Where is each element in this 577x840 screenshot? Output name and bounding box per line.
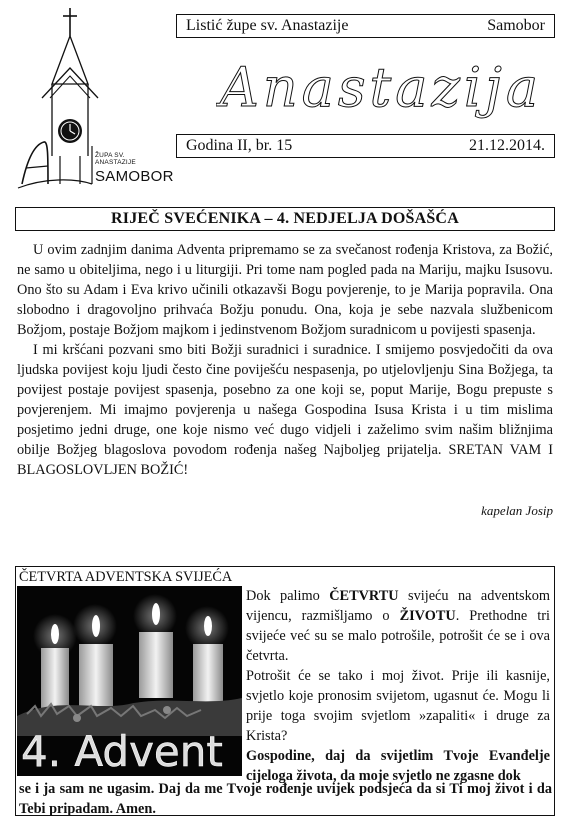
parish-logo	[14, 6, 164, 194]
logo-town: SAMOBOR	[95, 168, 174, 185]
issue-date: 21.12.2014.	[469, 137, 545, 154]
issue-bar	[176, 134, 555, 158]
masthead-title: Anastazija	[219, 56, 543, 119]
candle-4	[193, 644, 223, 706]
candle-3	[139, 632, 173, 698]
article-signature: kapelan Josip	[481, 503, 553, 518]
issue-number: Godina II, br. 15	[186, 137, 293, 154]
candle-1	[41, 648, 69, 708]
header-top-bar	[176, 14, 555, 38]
article-paragraph: I mi kršćani pozvani smo biti Božji suradnici i suradnice. I smijemo posvjedočiti da ova ljudska povijest koju ljudi često čine poviješću nespasenja, po utjelovljenju Sina Božjega, ta povijest postaje povijest spasenja, posebno za one koji se, poput Marije, Bogu prepuste s povjerenjem. Mi imajmo povjerenja u našega Gospodina Isusa Krista i u tim mislima posjetimo jedni druge, one koje nismo već dugo vidjeli i zaželimo svim našim bližnjima obilje Božjeg blagoslova povodom rođenja našeg Najboljeg prijatelja. SRETAN VAM I BLAGOSLOVLJEN BOŽIĆ!	[17, 342, 553, 478]
advent-image-caption: 4. Advent	[21, 727, 223, 776]
article-title: RIJEČ SVEĆENIKA – 4. NEDJELJA DOŠAŠĆA	[15, 207, 555, 231]
logo-parish-line1: ŽUPA SV.	[95, 152, 125, 159]
advent-paragraph-2: Potrošit će se tako i moj život. Prije ili kasnije, svjetlo koje pronosim svijetom, ugasnut će. Mogu li prije toga svojim svjetlom »zapaliti« i druge za Krista?	[246, 668, 550, 744]
article-paragraph: U ovim zadnjim danima Adventa pripremamo se za svečanost rođenja Kristova, za Božić, ne samo u obiteljima, nego i u liturgiji. Pri tome nam pogled pada na Mariju, majku Isusovu. Ono što su Adam i Eva krivo učinili otkazavši Bogu povjerenje, to je Marija popravila. Ona slobodno i dragovoljno prihvaća Božju ponudu. Ona, koja je sebe nazvala službenicom Božjom, postaje Božjom majkom i jedinstvenom Božjom suradnicom u povijesti spasenja.	[17, 242, 553, 338]
advent-prayer-start: Gospodine, daj da svijetlim Tvoje Evanđelje cijeloga života, da moje svjetlo ne zgasne dok	[246, 748, 550, 784]
logo-parish-line2: ANASTAZIJE	[95, 159, 136, 166]
advent-title: ČETVRTA ADVENTSKA SVIJEĆA	[19, 569, 233, 585]
advent-prayer-end: se i ja sam ne ugasim. Daj da me Tvoje rođenje uvijek podsjeća da si Ti moj život i da Tebi pripadam. Amen.	[19, 781, 552, 817]
newsletter-label: Listić župe sv. Anastazije	[186, 17, 349, 34]
advent-candles-image	[17, 586, 242, 776]
masthead	[216, 44, 546, 134]
advent-text	[246, 586, 550, 786]
town-label: Samobor	[487, 17, 545, 34]
logo-parish-name	[95, 152, 136, 166]
article-body	[17, 240, 553, 480]
advent-paragraph-1: Dok palimo ČETVRTU svijeću na adventskom vijencu, razmišljamo o ŽIVOTU. Prethodne tri svijeće već su se malo potrošile, potrošit će se i ova četvrta.	[246, 588, 550, 664]
